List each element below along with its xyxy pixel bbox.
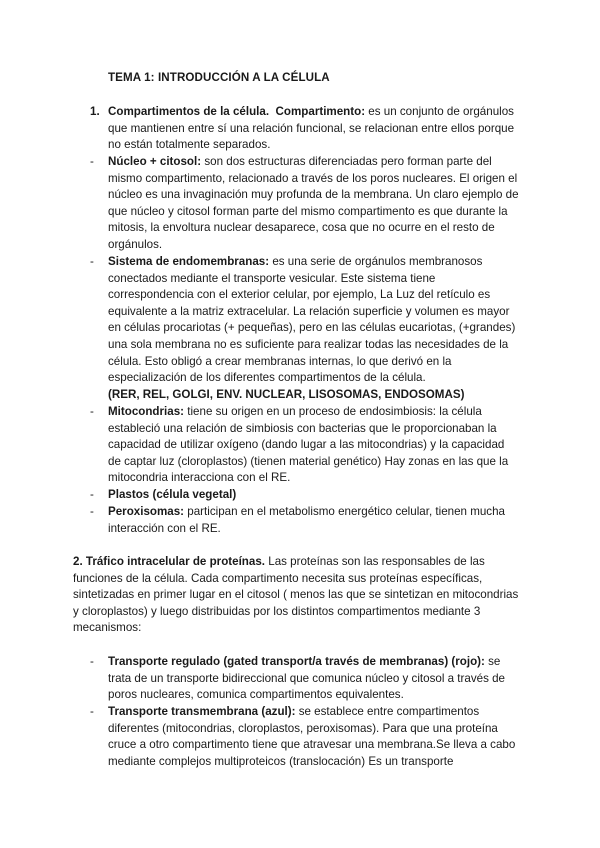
bullet-text: se trata de un transporte bidireccional que comunica núcleo y citosol a través de poros nucleares, comunica compartimentos equivalentes. [108, 655, 505, 702]
bullet-term: Plastos (célula vegetal) [108, 488, 237, 501]
section-number: 1. [90, 105, 100, 118]
bullet-text: son dos estructuras diferenciadas pero forman parte del mismo compartimento, relacionado a través de los poros nucleares. El origen el núcleo es una invaginación muy profunda de la membrana. Un claro ejemplo de que núcleo y citosol forman parte del mismo compartimento es que durante la mitosis, la envoltura nuclear desaparece, cosa que no ocurre en el resto de orgánulos. [108, 155, 519, 251]
bullet-item-transporte-regulado [108, 654, 520, 704]
page-title: TEMA 1: INTRODUCCIÓN A LA CÉLULA [108, 71, 330, 84]
section-text: Las proteínas son las responsables de las funciones de la célula. Cada compartimento necesita sus proteínas específicas, sintetizadas en primer lugar en el citosol ( menos las que se sintetizan en mitocondrias y cloroplastos) y luego distribuidas por los distintos compartimentos mediante 3 mecanismos: [73, 555, 519, 635]
bullet-dash: - [90, 405, 94, 418]
section-1-paragraph [108, 104, 520, 154]
bullet-item-plastos [108, 487, 520, 504]
bullet-text: se establece entre compartimentos diferentes (mitocondrias, cloroplastos, peroxisomas). Para que una proteína cruce a otro compartimento tiene que atravesar una membrana.Se lleva a cabo mediante complejos multiproteicos (translocación) Es un transporte [108, 705, 516, 768]
bullet-text: es una serie de orgánulos membranosos conectados mediante el transporte vesicular. Este sistema tiene correspondencia con el exterior celular, por ejemplo, La Luz del retículo es equivalente a la matriz extracelular. La relación superficie y volumen es mayor en células procariotas (+ pequeñas), pero en las células eucariotas, (+grandes) una sola membrana no es suficiente para realizar todas las necesidades de la célula. Esto obligó a crear membranas internas, lo que derivó en la especialización de los diferentes compartimentos de la célula. [108, 255, 516, 385]
bullet-item-nucleo [108, 154, 520, 254]
section-heading: Compartimentos de la célula. [108, 105, 270, 118]
bullet-item-mitocondrias [108, 404, 520, 487]
bullet-text: participan en el metabolismo energético celular, tienen mucha interacción con el RE. [108, 505, 506, 535]
bullet-dash: - [90, 705, 94, 718]
section-term: Compartimento: [275, 105, 366, 118]
section-text: es un conjunto de orgánulos que mantienen entre sí una relación funcional, se relacionan entre ellos porque no están totalmente separados. [108, 105, 515, 152]
bullet-dash: - [90, 488, 94, 501]
bullet-dash: - [90, 255, 94, 268]
bullet-term: Mitocondrias: [108, 405, 185, 418]
section-2-paragraph [73, 554, 525, 637]
bullet-dash: - [90, 655, 94, 668]
bullet-term: Sistema de endomembranas: [108, 255, 270, 268]
section-heading: 2. Tráfico intracelular de proteínas. [73, 555, 266, 568]
bullet-term: Transporte regulado (gated transport/a través de membranas) (rojo): [108, 655, 485, 668]
bullet-dash: - [90, 155, 94, 168]
organelle-list: (RER, REL, GOLGI, ENV. NUCLEAR, LISOSOMAS, ENDOSOMAS) [108, 387, 465, 401]
bullet-item-peroxisomas [108, 504, 520, 537]
bullet-dash: - [90, 505, 94, 518]
bullet-item-endomembranas [108, 254, 520, 403]
bullet-item-transporte-transmembrana [108, 704, 520, 770]
bullet-text: tiene su origen en un proceso de endosimbiosis: la célula estableció una relación de simbiosis con bacterias que le proporcionaban la capacidad de utilizar oxígeno (dando lugar a las mitocondrias) y la capacidad de captar luz (cloroplastos) (tienen material genético) Hay zonas en las que la mitocondria interacciona con el RE. [108, 405, 509, 485]
bullet-term: Núcleo + citosol: [108, 155, 202, 168]
bullet-term: Transporte transmembrana (azul): [108, 705, 296, 718]
bullet-term: Peroxisomas: [108, 505, 185, 518]
